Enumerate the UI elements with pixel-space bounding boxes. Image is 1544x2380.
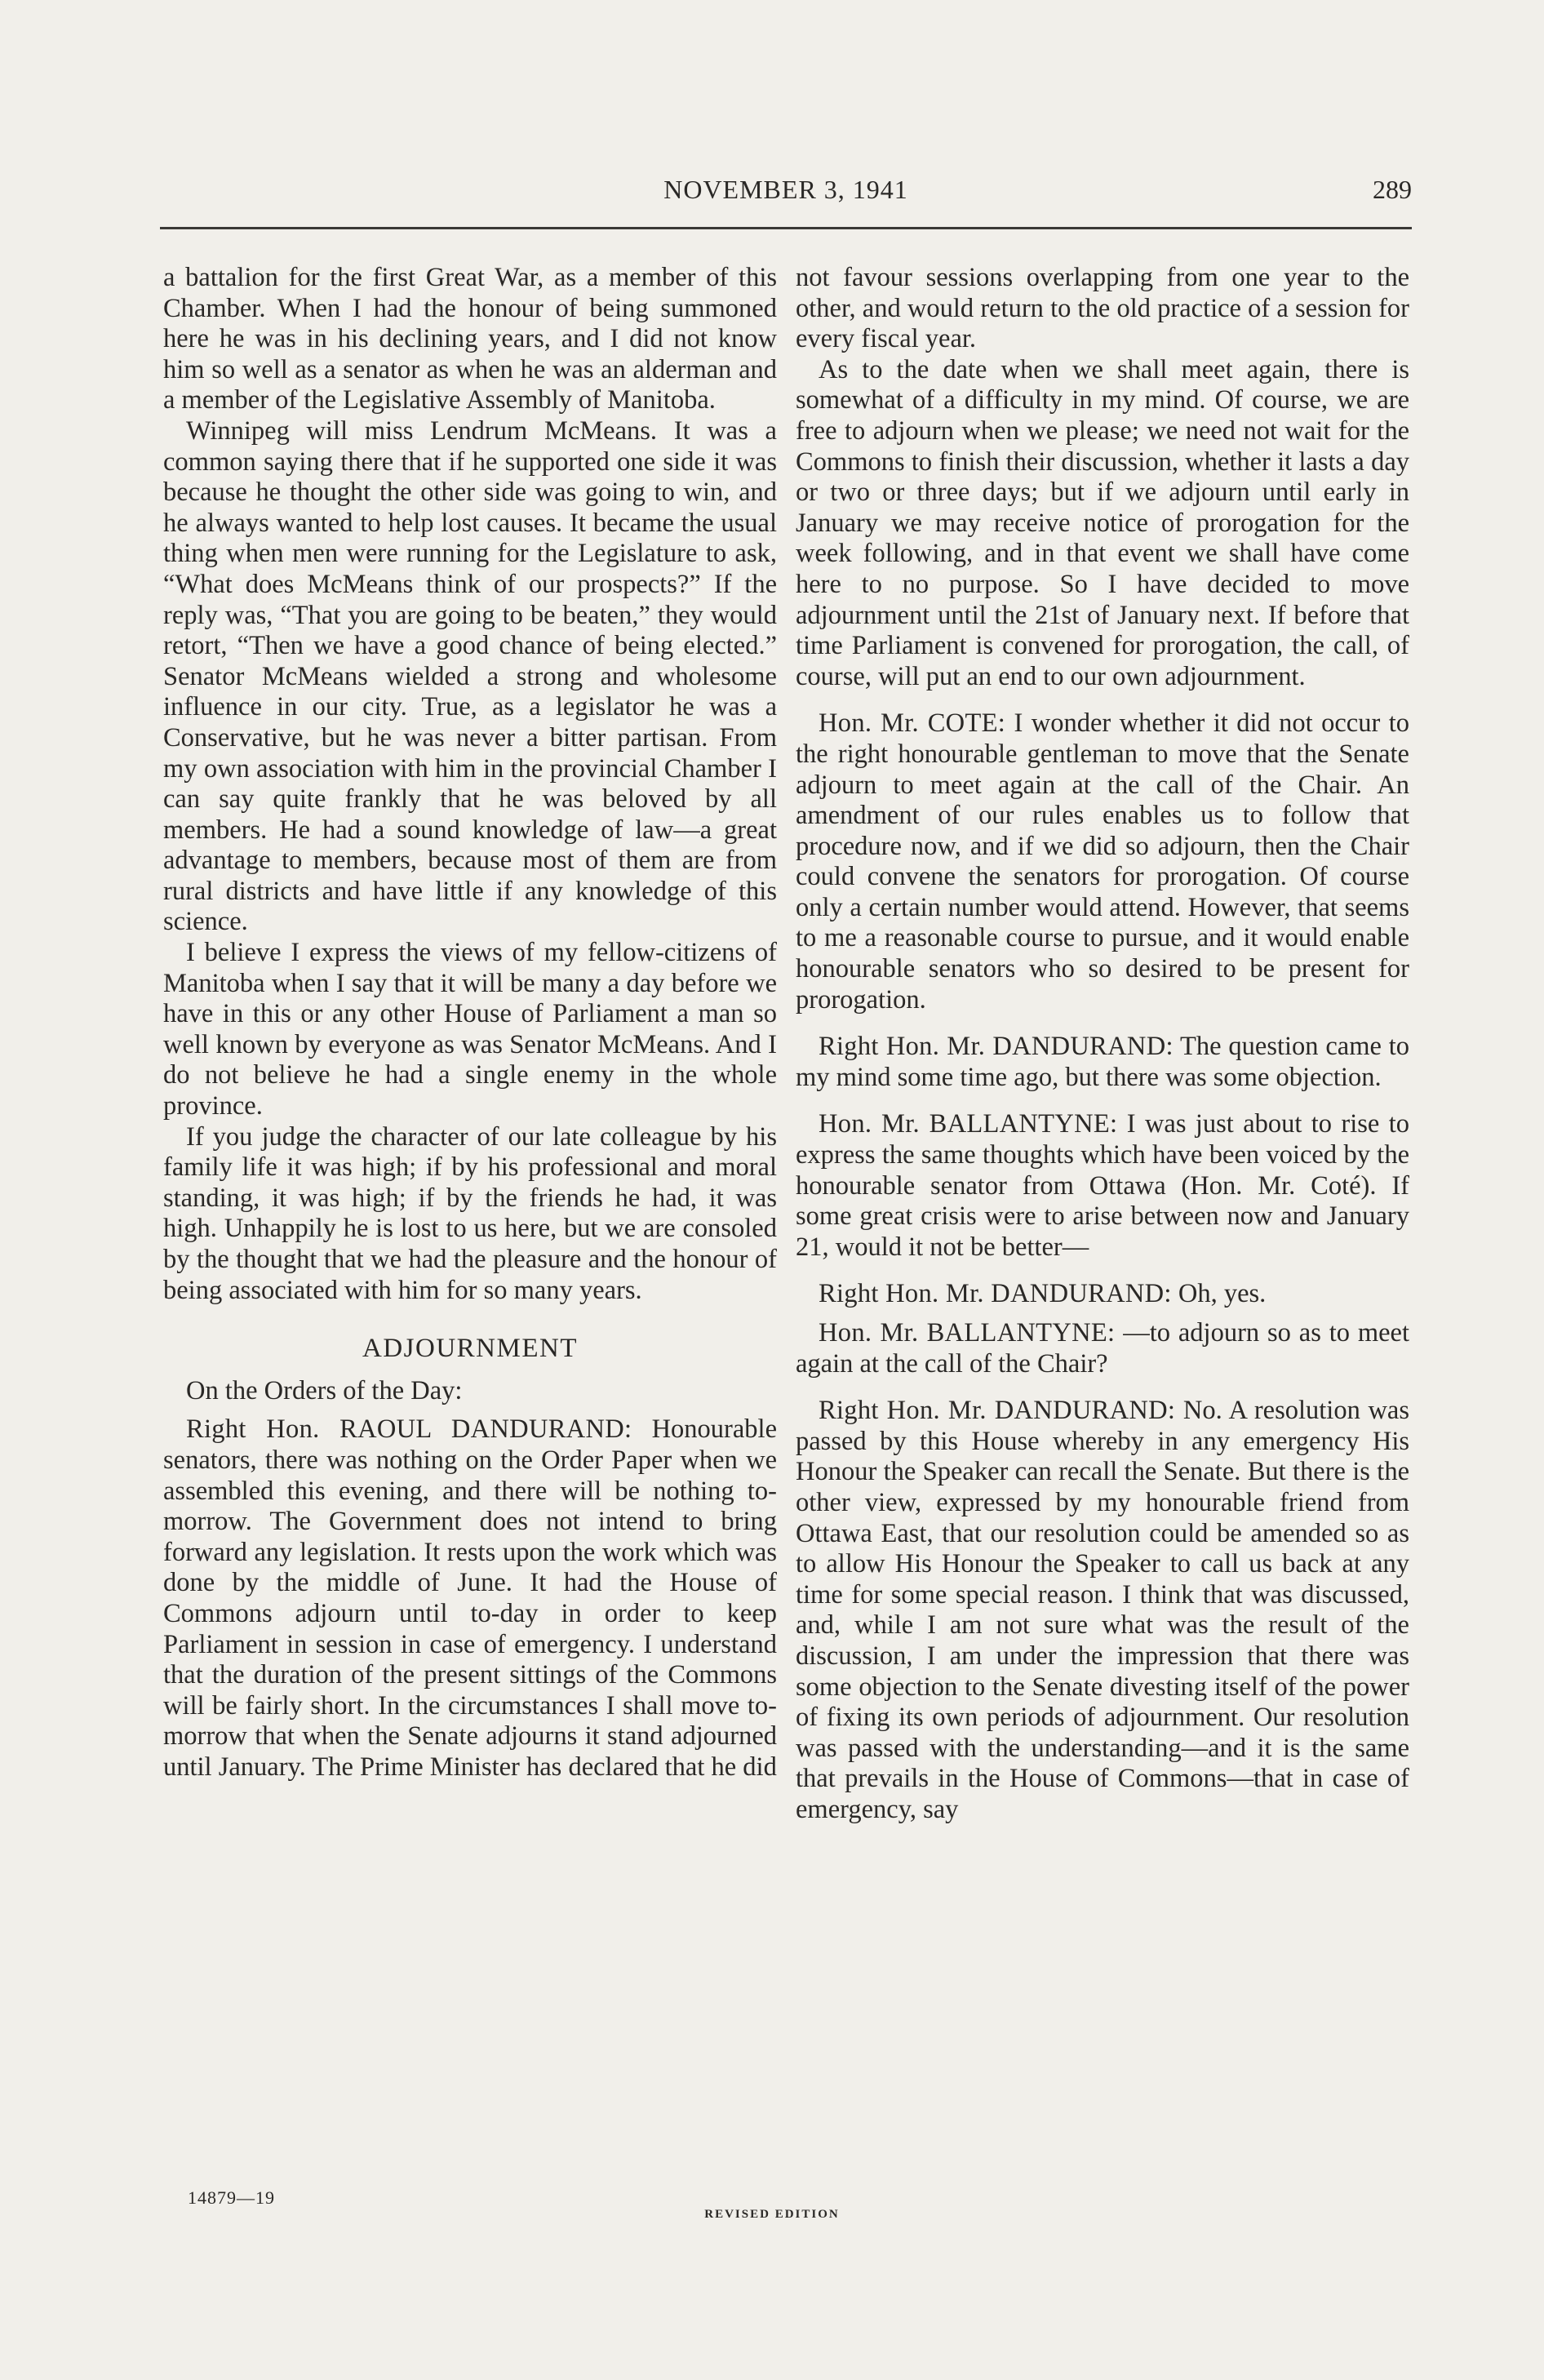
speech-text: Oh, yes. [1178,1279,1267,1309]
orders-of-the-day: On the Orders of the Day: [186,1375,463,1405]
paragraph: I believe I express the views of my fellow-citizens of Manitoba when I say that it will be many a day before we have in this or any other House of Parliament a man so well known by everyone as was Senator McMeans. And I do not believe he had a single enemy in the whole province. [163,938,777,1121]
paragraph: a battalion for the first Great War, as a member of this Chamber. When I had the honour of being summoned here he was in his declining years, and I did not know him so well as a senator as when he was an alderman and a member of the Legislative Assembly of Manitoba. [163,263,777,415]
speaker-name: Right Hon. Mr. DANDURAND: [819,1279,1172,1309]
printer-code: 14879—19 [188,2187,275,2208]
right-column [796,263,1409,1826]
speech-text: I wonder whether it did not occur to the right honourable gentleman to move that the Senate adjourn to meet again at the call of the Chair. An amendment of our rules enables us to follow that procedure now, and if we did so adjourn, then the Chair could convene the senators for prorogation. Of course only a certain number would attend. However, that seems to me a reasonable course to pursue, and it would enable honourable senators who so desired to be present for prorogation. [796,708,1409,1015]
speech-paragraph [796,1109,1409,1263]
page-number: 289 [1373,175,1412,204]
paragraph: Winnipeg will miss Lendrum McMeans. It was a common saying there that if he supported one side it was because he thought the other side was going to win, and he always wanted to help lost causes. It became the usual thing when men were running for the Legislature to ask, “What does McMeans think of our prospects?” If the reply was, “That you are going to be beaten,” they would retort, “Then we have a good chance of being elected.” Senator McMeans wielded a strong and wholesome influence in our city. True, as a legislator he was a Conservative, but he was never a bitter partisan. From my own association with him in the provincial Chamber I can say quite frankly that he was beloved by all members. He had a sound knowledge of law—a great advantage to members, because most of them are from rural districts and have little if any knowledge of this science. [163,415,777,937]
speech-text: The question came to my mind some time ago, but there was some objection. [796,1032,1409,1092]
page-header [160,171,1412,217]
header-rule [160,227,1412,229]
speech-text: —to adjourn so as to meet again at the call of the Chair? [796,1318,1410,1379]
paragraph: not favour sessions overlapping from one year to the other, and would return to the old practice of a session for every fiscal year. [796,263,1409,354]
left-column [163,263,777,1783]
header-date: NOVEMBER 3, 1941 [663,175,908,204]
speech-paragraph [796,1279,1409,1310]
speech-text: Honourable senators, there was nothing on the Order Paper when we assembled this evening, and there will be nothing to-morrow. The Government does not intend to bring forward any legislation. It rests upon the work which was done by the middle of June. It had the House of Commons adjourn until to-day in order to keep Parliament in session in case of emergency. I understand that the duration of the present sittings of the Commons will be fairly short. In the circumstances I shall move to-morrow that when the Senate adjourns it stand adjourned until January. The Prime Minister has declared that he did [163,1414,778,1782]
paragraph: If you judge the character of our late colleague by his family life it was high; if by his professional and moral standing, it was high; if by the friends he had, it was high. Unhappily he is lost to us here, but we are consoled by the thought that we had the pleasure and the honour of being associated with him for so many years. [163,1121,777,1305]
paragraph: As to the date when we shall meet again, there is somewhat of a difficulty in my mind. Of course, we are free to adjourn when we please; we need not wait for the Commons to finish their discussion, whether it lasts a day or two or three days; but if we adjourn until early in January we may receive notice of prorogation for the week following, and in that event we shall have come here to no purpose. So I have decided to move adjournment until the 21st of January next. If before that time Parliament is convened for prorogation, the call, of course, will put an end to our own adjournment. [796,354,1409,691]
speaker-name: Hon. Mr. BALLANTYNE: [819,1318,1116,1348]
edition-label: REVISED EDITION [704,2208,840,2221]
speaker-name: Hon. Mr. BALLANTYNE: [819,1109,1118,1139]
speaker-name: Right Hon. RAOUL DANDURAND: [186,1414,632,1445]
speech-paragraph [163,1414,777,1783]
speech-paragraph [796,1318,1409,1379]
speaker-name: Hon. Mr. COTE: [819,708,1006,739]
speech-paragraph [796,708,1409,1015]
speaker-name: Right Hon. Mr. DANDURAND: [819,1032,1174,1062]
section-heading: ADJOURNMENT [362,1334,578,1364]
speech-text: No. A resolution was passed by this House whereby in any emergency His Honour the Speaker can recall the Senate. But there is the other view, expressed by my honourable friend from Ottawa East, that our resolution could be amended so as to allow His Honour the Speaker to call us back at any time for some special reason. I think that was discussed, and, while I am not sure what was the result of the discussion, I am under the impression that there was some objection to the Senate divesting itself of the power of fixing its own periods of adjournment. Our resolution was passed with the understanding—and it is the same that prevails in the House of Commons—that in case of emergency, say [796,1396,1409,1824]
speech-text: I was just about to rise to express the same thoughts which have been voiced by the honourable senator from Ottawa (Hon. Mr. Coté). If some great crisis were to arise between now and January 21, would it not be better— [796,1109,1410,1262]
speech-paragraph [796,1032,1409,1093]
speech-paragraph [796,1396,1409,1825]
speaker-name: Right Hon. Mr. DANDURAND: [819,1396,1176,1426]
